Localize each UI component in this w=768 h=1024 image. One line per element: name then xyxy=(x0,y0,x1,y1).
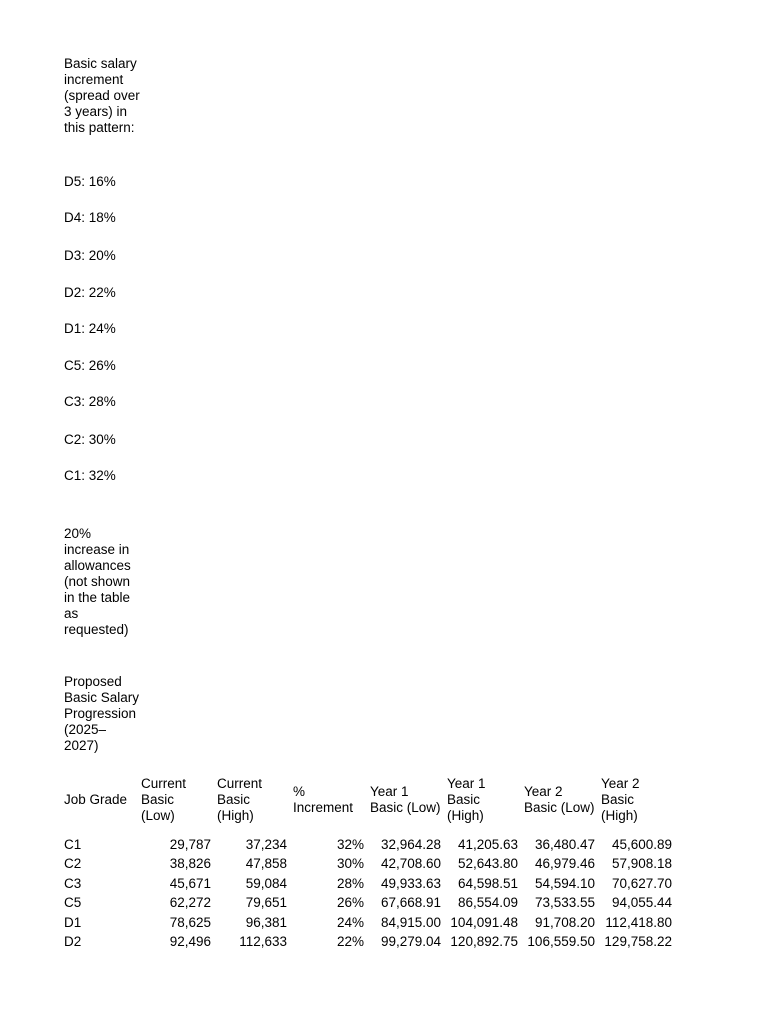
cell-year1-low: 42,708.60 xyxy=(380,856,441,872)
cell-increment: 30% xyxy=(336,856,364,872)
cell-year1-high: 104,091.48 xyxy=(450,914,518,930)
cell-year2-low: 46,979.46 xyxy=(534,856,595,872)
cell-current-low: 92,496 xyxy=(169,934,211,950)
cell-year2-low: 36,480.47 xyxy=(534,836,595,852)
header-year2-basic-high: Year 2 Basic (High) xyxy=(601,776,640,823)
grade-increment-d2: D2: 22% xyxy=(64,285,116,300)
cell-current-high: 112,633 xyxy=(239,934,287,950)
header-year2-basic-low: Year 2 Basic (Low) xyxy=(524,784,595,815)
grade-increment-d4: D4: 18% xyxy=(64,210,116,225)
header-year1-basic-low: Year 1 Basic (Low) xyxy=(370,784,441,815)
table-spacer xyxy=(61,825,675,835)
cell-year2-high: 112,418.80 xyxy=(605,914,672,930)
header-year1-basic-high: Year 1 Basic (High) xyxy=(447,776,486,823)
cell-year2-high: 129,758.22 xyxy=(604,934,672,950)
cell-year2-high: 57,908.18 xyxy=(611,856,672,872)
header-current-basic-low: Current Basic (Low) xyxy=(141,776,187,823)
cell-year2-low: 73,533.55 xyxy=(534,895,595,911)
cell-year1-low: 67,668.91 xyxy=(380,895,441,911)
cell-year1-low: 84,915.00 xyxy=(380,914,441,930)
cell-increment: 24% xyxy=(336,914,364,930)
cell-increment: 32% xyxy=(336,836,364,852)
cell-year2-low: 91,708.20 xyxy=(534,914,595,930)
header-current-basic-high: Current Basic (High) xyxy=(217,776,263,823)
cell-increment: 28% xyxy=(336,875,364,891)
table-row xyxy=(61,835,675,855)
grade-increment-d5: D5: 16% xyxy=(64,174,116,189)
cell-job-grade: C3 xyxy=(64,875,82,891)
cell-current-low: 78,625 xyxy=(169,914,211,930)
table-title: Proposed Basic Salary Progression (2025–2027) xyxy=(64,674,140,753)
header-percent-increment: % Increment xyxy=(293,784,354,815)
cell-job-grade: D1 xyxy=(64,914,82,930)
intro-paragraph: Basic salary increment (spread over 3 years) in this pattern: xyxy=(64,56,140,135)
cell-current-high: 59,084 xyxy=(245,875,287,891)
cell-year1-high: 64,598.51 xyxy=(457,875,518,891)
salary-progression-table xyxy=(61,775,675,952)
table-row xyxy=(61,855,675,875)
cell-current-high: 47,858 xyxy=(245,856,287,872)
cell-year1-low: 49,933.63 xyxy=(380,875,441,891)
allowance-note: 20% increase in allowances (not shown in the table as requested) xyxy=(64,526,131,637)
cell-job-grade: C2 xyxy=(64,856,82,872)
cell-job-grade: C1 xyxy=(64,836,82,852)
cell-year1-low: 32,964.28 xyxy=(380,836,441,852)
cell-year2-low: 106,559.50 xyxy=(527,934,595,950)
grade-increment-d3: D3: 20% xyxy=(64,248,116,263)
table-row xyxy=(61,933,675,953)
cell-year2-high: 70,627.70 xyxy=(611,875,672,891)
cell-year1-high: 41,205.63 xyxy=(457,836,518,852)
cell-current-low: 38,826 xyxy=(169,856,211,872)
table-header-row xyxy=(61,775,675,825)
grade-increment-c3: C3: 28% xyxy=(64,394,116,409)
cell-current-high: 79,651 xyxy=(245,895,287,911)
cell-year1-high: 86,554.09 xyxy=(457,895,518,911)
cell-current-high: 37,234 xyxy=(245,836,287,852)
grade-increment-d1: D1: 24% xyxy=(64,321,116,336)
table-row xyxy=(61,874,675,894)
cell-year1-high: 52,643.80 xyxy=(457,856,518,872)
cell-job-grade: C5 xyxy=(64,895,82,911)
table-row xyxy=(61,913,675,933)
grade-increment-c5: C5: 26% xyxy=(64,358,116,373)
cell-year1-low: 99,279.04 xyxy=(380,934,441,950)
cell-year1-high: 120,892.75 xyxy=(450,934,518,950)
spacer-cell xyxy=(61,825,675,835)
header-job-grade: Job Grade xyxy=(64,792,128,807)
cell-current-low: 45,671 xyxy=(169,875,211,891)
table-row xyxy=(61,894,675,914)
cell-current-low: 62,272 xyxy=(169,895,211,911)
cell-increment: 26% xyxy=(336,895,364,911)
cell-year2-high: 45,600.89 xyxy=(611,836,672,852)
grade-increment-c1: C1: 32% xyxy=(64,468,116,483)
cell-current-high: 96,381 xyxy=(245,914,287,930)
cell-increment: 22% xyxy=(336,934,364,950)
cell-job-grade: D2 xyxy=(64,934,82,950)
grade-increment-c2: C2: 30% xyxy=(64,432,116,447)
cell-current-low: 29,787 xyxy=(169,836,211,852)
cell-year2-high: 94,055.44 xyxy=(611,895,672,911)
cell-year2-low: 54,594.10 xyxy=(534,875,595,891)
